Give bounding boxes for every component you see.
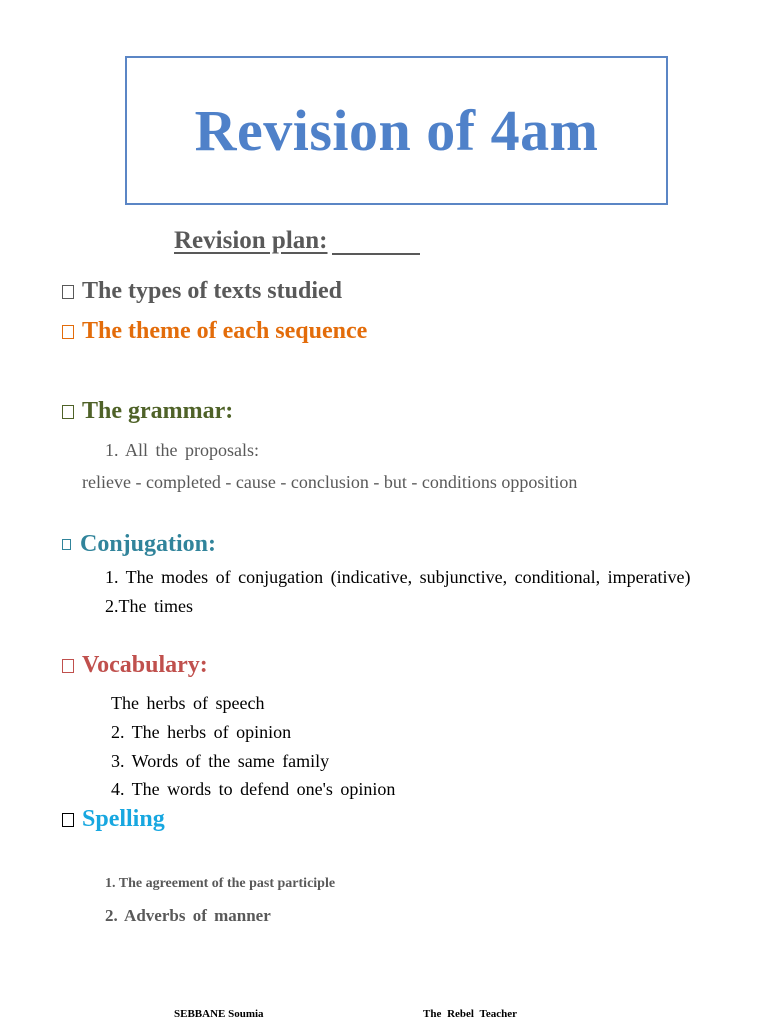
section-theme [62, 318, 367, 345]
conjugation-item-1: 1. The modes of conjugation (indicative, subjunctive, conditional, imperative) [105, 567, 691, 587]
page-title: Revision of 4am [194, 98, 599, 163]
revision-plan-heading: Revision plan: [174, 227, 328, 254]
vocabulary-item-1: The herbs of speech [111, 693, 265, 713]
footer-author: SEBBANE Soumia [174, 1008, 264, 1020]
spelling-item-2: 2. Adverbs of manner [105, 906, 271, 925]
title-box [125, 56, 668, 205]
checkbox-icon [62, 539, 71, 550]
checkbox-icon [62, 659, 74, 673]
section-spelling [62, 806, 165, 833]
section-vocabulary [62, 652, 208, 679]
section-grammar [62, 398, 233, 425]
footer-brand: The Rebel Teacher [423, 1008, 517, 1020]
checkbox-icon [62, 325, 74, 339]
section-theme-label: The theme of each sequence [82, 318, 368, 344]
grammar-item-1: 1. All the proposals: [105, 440, 259, 460]
heading-underline-rule [332, 253, 420, 255]
vocabulary-item-4: 4. The words to defend one's opinion [111, 779, 396, 799]
spelling-item-1: 1. The agreement of the past participle [105, 876, 336, 891]
vocabulary-item-2: 2. The herbs of opinion [111, 722, 292, 742]
section-grammar-label: The grammar: [82, 398, 234, 424]
grammar-item-2: relieve - completed - cause - conclusion - but - conditions opposition [82, 472, 578, 492]
vocabulary-item-3: 3. Words of the same family [111, 751, 330, 771]
section-types-of-texts [62, 278, 342, 305]
section-spelling-label: Spelling [82, 806, 165, 832]
checkbox-icon [62, 813, 74, 827]
section-types-label: The types of texts studied [82, 278, 343, 304]
section-vocabulary-label: Vocabulary: [82, 652, 208, 678]
checkbox-icon [62, 405, 74, 419]
conjugation-item-2: 2.The times [105, 596, 193, 616]
section-conjugation-label: Conjugation: [80, 531, 217, 557]
checkbox-icon [62, 285, 74, 299]
section-conjugation [62, 531, 216, 558]
